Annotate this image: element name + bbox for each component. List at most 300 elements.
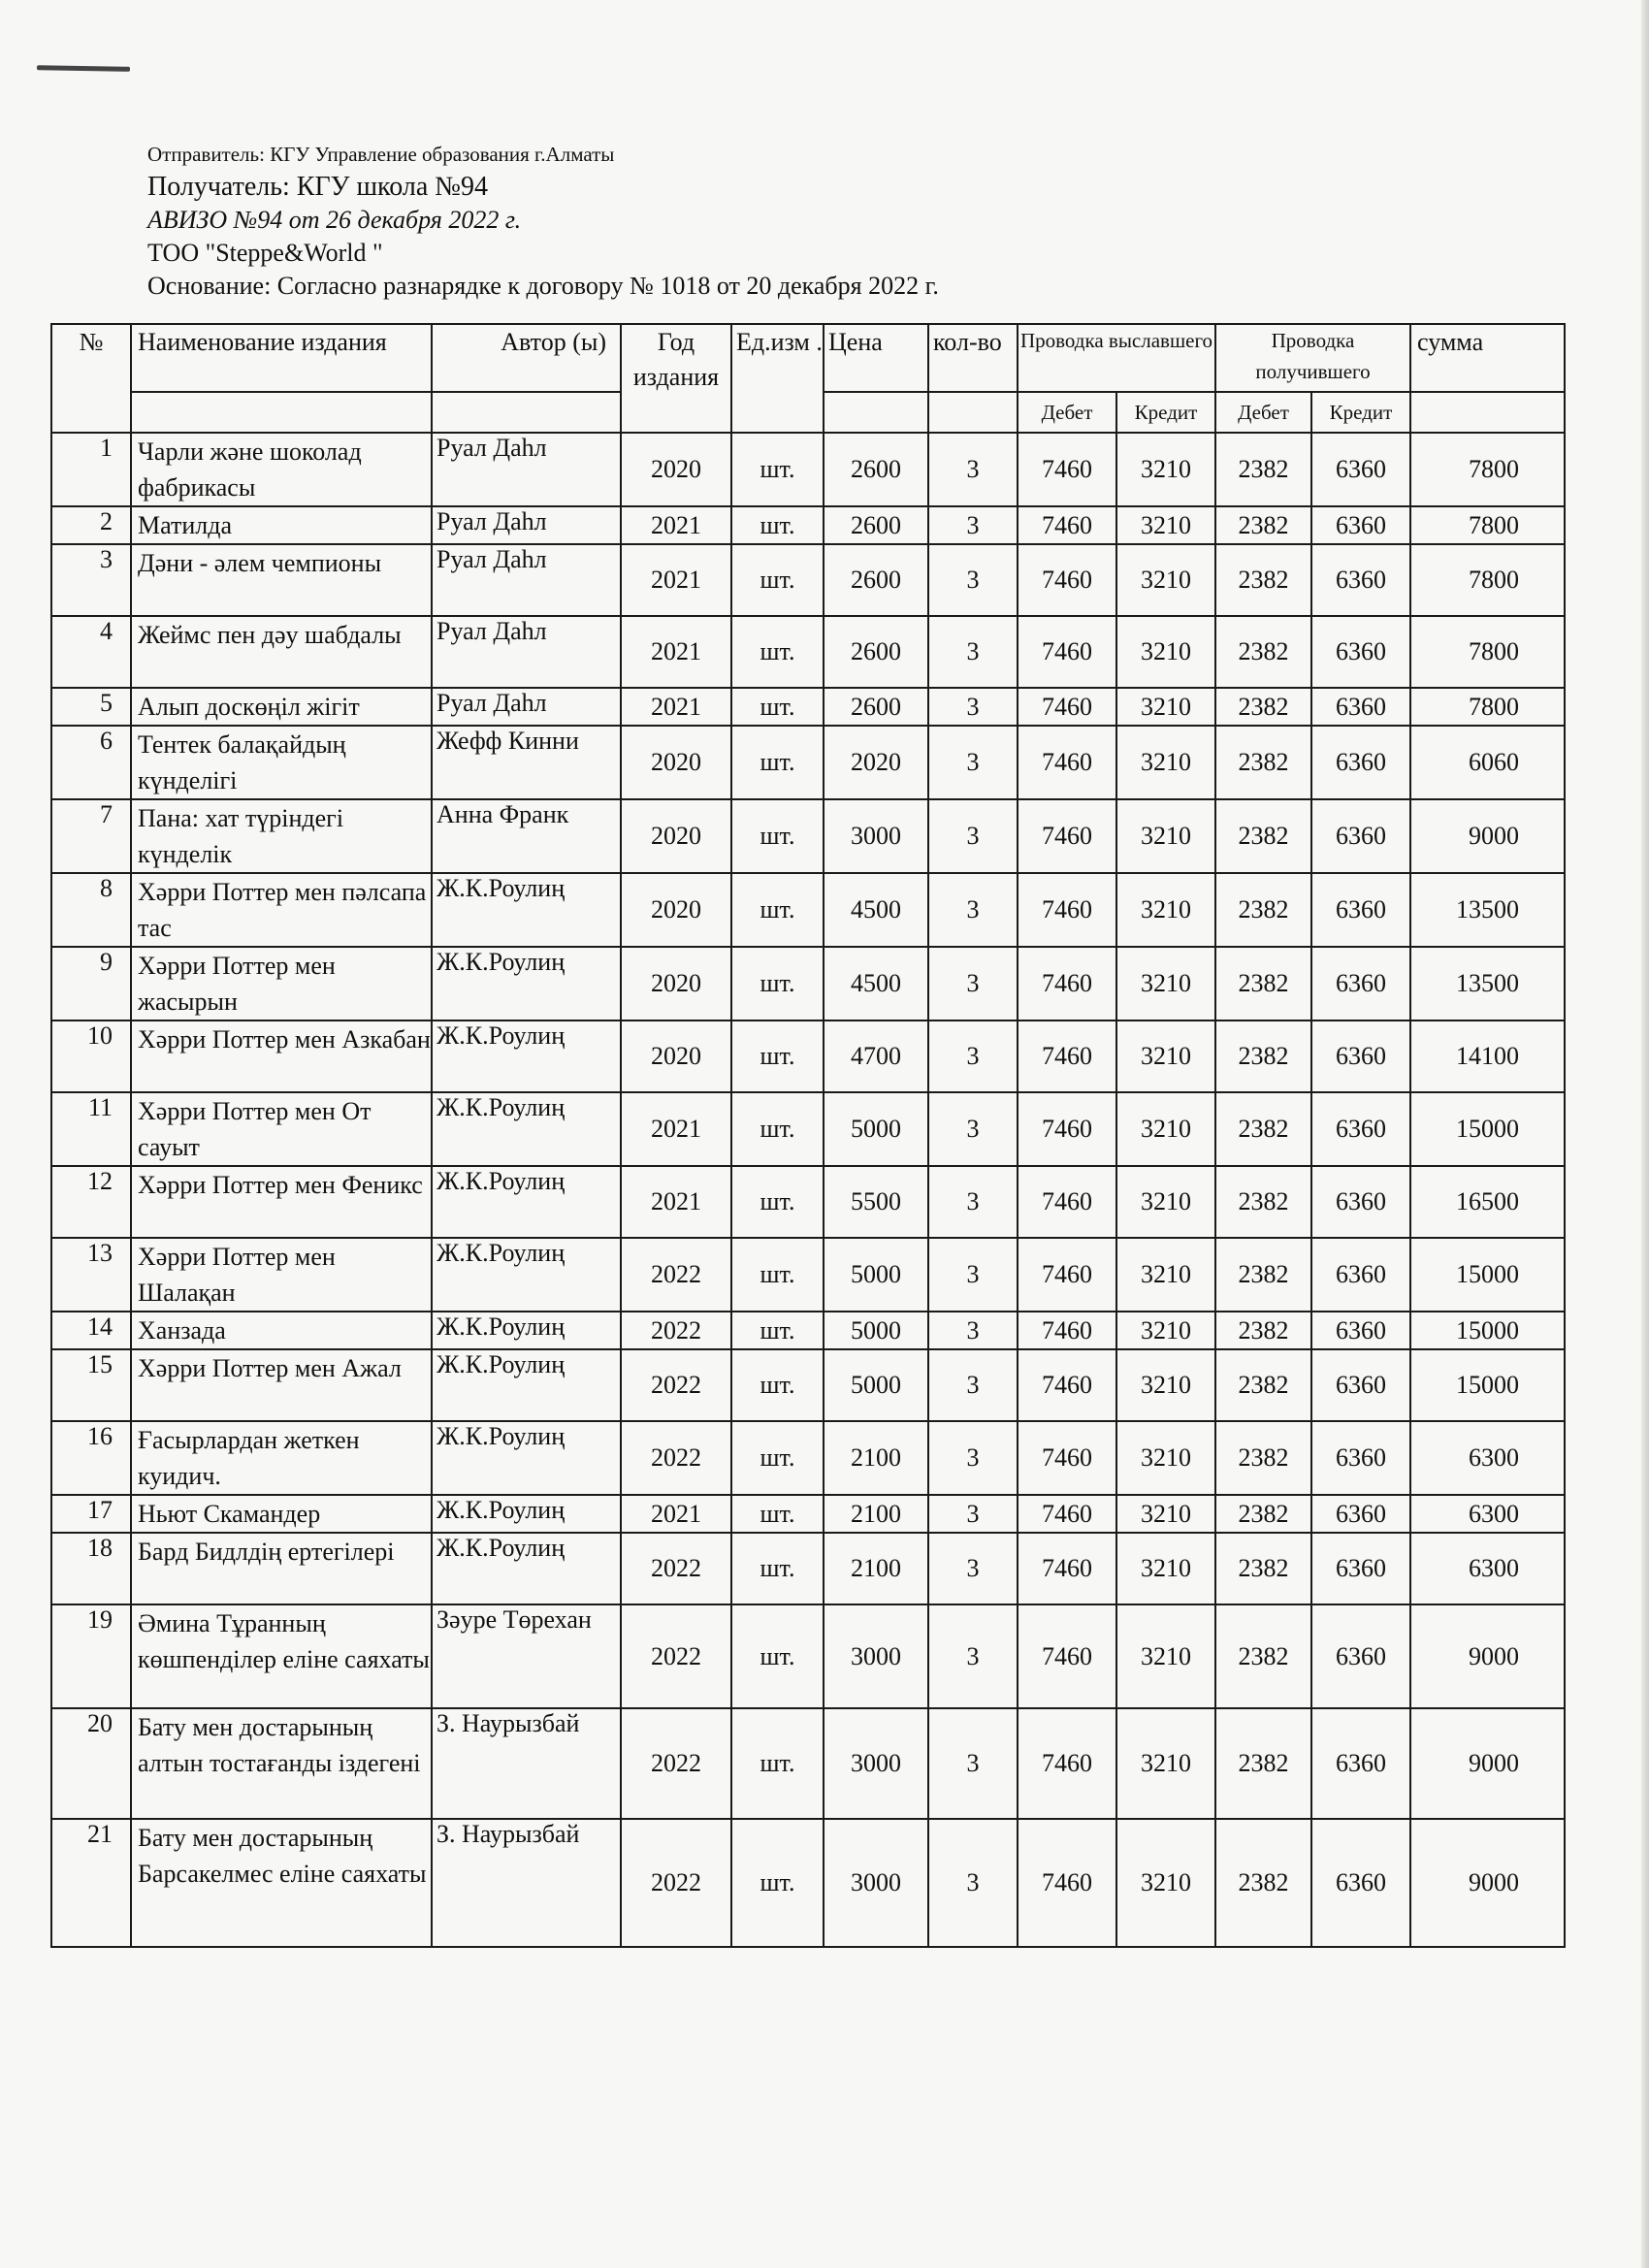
book-author-cell: Ж.К.Роулиң [432, 1421, 621, 1495]
receiver-debit-cell: 2382 [1215, 433, 1311, 506]
receiver-credit-cell: 6360 [1311, 1533, 1410, 1604]
quantity-cell: 3 [928, 799, 1018, 873]
books-table [50, 323, 1566, 1948]
amount-cell: 6300 [1410, 1421, 1565, 1495]
table-row [51, 1238, 1565, 1312]
book-title-cell: Ньют Скамандер [131, 1495, 432, 1533]
table-row [51, 947, 1565, 1021]
quantity-cell: 3 [928, 1238, 1018, 1312]
sender-credit-cell: 3210 [1116, 873, 1215, 947]
header-blank [824, 392, 928, 433]
receiver-debit-cell: 2382 [1215, 1819, 1311, 1947]
price-cell: 5000 [824, 1238, 928, 1312]
quantity-cell: 3 [928, 1312, 1018, 1349]
price-cell: 2100 [824, 1533, 928, 1604]
book-author-cell: Руал Даһл [432, 688, 621, 726]
row-number-cell: 19 [51, 1604, 131, 1708]
table-row [51, 1021, 1565, 1092]
receiver-credit-cell: 6360 [1311, 1238, 1410, 1312]
amount-cell: 15000 [1410, 1312, 1565, 1349]
row-number-cell: 12 [51, 1166, 131, 1238]
sender-credit-cell: 3210 [1116, 1166, 1215, 1238]
unit-cell: шт. [731, 1092, 824, 1166]
receiver-credit-cell: 6360 [1311, 1312, 1410, 1349]
unit-cell: шт. [731, 506, 824, 544]
basis-line: Основание: Согласно разнарядке к договору № 1018 от 20 декабря 2022 г. [147, 272, 939, 300]
sender-debit-cell: 7460 [1018, 1604, 1116, 1708]
table-row [51, 1166, 1565, 1238]
book-author-cell: Ж.К.Роулиң [432, 1495, 621, 1533]
book-title-cell: Хәрри Поттер мен Азкабан [131, 1021, 432, 1092]
book-title-cell: Ханзада [131, 1312, 432, 1349]
book-title-cell: Хәрри Поттер мен От сауыт [131, 1092, 432, 1166]
price-cell: 4700 [824, 1021, 928, 1092]
quantity-cell: 3 [928, 726, 1018, 799]
sender-debit-cell: 7460 [1018, 1421, 1116, 1495]
table-body [51, 433, 1565, 1947]
receiver-credit-cell: 6360 [1311, 506, 1410, 544]
sender-credit-cell: 3210 [1116, 1238, 1215, 1312]
book-title-cell: Тентек балақайдың күнделігі [131, 726, 432, 799]
receiver-credit-cell: 6360 [1311, 873, 1410, 947]
book-title-cell: Хәрри Поттер мен пәлсапа тас [131, 873, 432, 947]
receiver-debit-cell: 2382 [1215, 616, 1311, 688]
row-number-cell: 9 [51, 947, 131, 1021]
book-title-cell: Хәрри Поттер мен Ажал [131, 1349, 432, 1421]
table-row [51, 506, 1565, 544]
sender-credit-cell: 3210 [1116, 688, 1215, 726]
book-author-cell: Ж.К.Роулиң [432, 1092, 621, 1166]
unit-cell: шт. [731, 1604, 824, 1708]
receiver-debit-cell: 2382 [1215, 1421, 1311, 1495]
table-row [51, 688, 1565, 726]
price-cell: 2600 [824, 688, 928, 726]
table-row [51, 1092, 1565, 1166]
unit-cell: шт. [731, 616, 824, 688]
quantity-cell: 3 [928, 1495, 1018, 1533]
receiver-credit-cell: 6360 [1311, 688, 1410, 726]
row-number-cell: 11 [51, 1092, 131, 1166]
quantity-cell: 3 [928, 1166, 1018, 1238]
receiver-debit-cell: 2382 [1215, 873, 1311, 947]
col-author-header: Автор (ы) [432, 324, 621, 392]
sender-debit-cell: 7460 [1018, 1312, 1116, 1349]
publication-year-cell: 2021 [621, 544, 731, 616]
receiver-credit-cell: 6360 [1311, 1708, 1410, 1819]
receiver-debit-cell: 2382 [1215, 1708, 1311, 1819]
amount-cell: 13500 [1410, 873, 1565, 947]
book-title-cell: Дәни - әлем чемпионы [131, 544, 432, 616]
sender-credit-header: Кредит [1116, 392, 1215, 433]
receiver-debit-header: Дебет [1215, 392, 1311, 433]
receiver-debit-cell: 2382 [1215, 1495, 1311, 1533]
sender-debit-cell: 7460 [1018, 873, 1116, 947]
row-number-cell: 7 [51, 799, 131, 873]
col-unit-header: Ед.изм . [731, 324, 824, 433]
receiver-debit-cell: 2382 [1215, 506, 1311, 544]
book-author-cell: Ж.К.Роулиң [432, 1166, 621, 1238]
book-author-cell: Анна Франк [432, 799, 621, 873]
quantity-cell: 3 [928, 1604, 1018, 1708]
quantity-cell: 3 [928, 616, 1018, 688]
book-author-cell: З. Наурызбай [432, 1708, 621, 1819]
sender-debit-header: Дебет [1018, 392, 1116, 433]
table-row [51, 544, 1565, 616]
publication-year-cell: 2020 [621, 947, 731, 1021]
price-cell: 5000 [824, 1092, 928, 1166]
receiver-debit-cell: 2382 [1215, 1092, 1311, 1166]
price-cell: 4500 [824, 873, 928, 947]
sender-credit-cell: 3210 [1116, 506, 1215, 544]
receiver-debit-cell: 2382 [1215, 1166, 1311, 1238]
row-number-cell: 3 [51, 544, 131, 616]
sender-posting-header: Проводка выславшего [1018, 324, 1215, 392]
price-cell: 2600 [824, 616, 928, 688]
row-number-cell: 17 [51, 1495, 131, 1533]
sender-credit-cell: 3210 [1116, 1533, 1215, 1604]
unit-cell: шт. [731, 1166, 824, 1238]
unit-cell: шт. [731, 1533, 824, 1604]
row-number-cell: 20 [51, 1708, 131, 1819]
table-row [51, 873, 1565, 947]
publication-year-cell: 2022 [621, 1708, 731, 1819]
col-num-header: № [51, 324, 131, 433]
scan-edge [1641, 0, 1649, 2268]
document-header [147, 138, 939, 303]
amount-cell: 9000 [1410, 1708, 1565, 1819]
book-title-cell: Матилда [131, 506, 432, 544]
unit-cell: шт. [731, 947, 824, 1021]
book-title-cell: Ғасырлардан жеткен куидич. [131, 1421, 432, 1495]
table-row [51, 433, 1565, 506]
sender-credit-cell: 3210 [1116, 1819, 1215, 1947]
row-number-cell: 14 [51, 1312, 131, 1349]
receiver-posting-header: Проводка получившего [1215, 324, 1410, 392]
sender-debit-cell: 7460 [1018, 1166, 1116, 1238]
publication-year-cell: 2021 [621, 1495, 731, 1533]
sender-debit-cell: 7460 [1018, 799, 1116, 873]
quantity-cell: 3 [928, 1708, 1018, 1819]
book-title-cell: Пана: хат түріндегі күнделік [131, 799, 432, 873]
sender-debit-cell: 7460 [1018, 616, 1116, 688]
price-cell: 3000 [824, 1708, 928, 1819]
book-title-cell: Бату мен достарының Барсакелмес еліне саяхаты [131, 1819, 432, 1947]
price-cell: 4500 [824, 947, 928, 1021]
book-author-cell: Ж.К.Роулиң [432, 1533, 621, 1604]
receiver-credit-cell: 6360 [1311, 544, 1410, 616]
table-row [51, 1819, 1565, 1947]
unit-cell: шт. [731, 1021, 824, 1092]
row-number-cell: 10 [51, 1021, 131, 1092]
row-number-cell: 6 [51, 726, 131, 799]
quantity-cell: 3 [928, 947, 1018, 1021]
amount-cell: 9000 [1410, 799, 1565, 873]
unit-cell: шт. [731, 873, 824, 947]
row-number-cell: 5 [51, 688, 131, 726]
amount-cell: 15000 [1410, 1238, 1565, 1312]
sender-debit-cell: 7460 [1018, 1092, 1116, 1166]
receiver-credit-cell: 6360 [1311, 433, 1410, 506]
book-title-cell: Чарли және шоколад фабрикасы [131, 433, 432, 506]
amount-cell: 7800 [1410, 506, 1565, 544]
sender-credit-cell: 3210 [1116, 1021, 1215, 1092]
price-cell: 3000 [824, 1819, 928, 1947]
table-row [51, 799, 1565, 873]
sender-debit-cell: 7460 [1018, 1708, 1116, 1819]
sender-debit-cell: 7460 [1018, 1349, 1116, 1421]
row-number-cell: 15 [51, 1349, 131, 1421]
unit-cell: шт. [731, 433, 824, 506]
row-number-cell: 1 [51, 433, 131, 506]
receiver-credit-cell: 6360 [1311, 1604, 1410, 1708]
book-author-cell: Ж.К.Роулиң [432, 1238, 621, 1312]
receiver-debit-cell: 2382 [1215, 1604, 1311, 1708]
col-price-header: Цена [824, 324, 928, 392]
sender-credit-cell: 3210 [1116, 799, 1215, 873]
price-cell: 3000 [824, 1604, 928, 1708]
sender-debit-cell: 7460 [1018, 1819, 1116, 1947]
row-number-cell: 8 [51, 873, 131, 947]
table-row [51, 616, 1565, 688]
sender-line: Отправитель: КГУ Управление образования г.Алматы [147, 143, 615, 166]
quantity-cell: 3 [928, 688, 1018, 726]
price-cell: 2100 [824, 1421, 928, 1495]
receiver-credit-cell: 6360 [1311, 1349, 1410, 1421]
amount-cell: 7800 [1410, 433, 1565, 506]
amount-cell: 16500 [1410, 1166, 1565, 1238]
quantity-cell: 3 [928, 1021, 1018, 1092]
sender-credit-cell: 3210 [1116, 726, 1215, 799]
unit-cell: шт. [731, 1708, 824, 1819]
col-name-header: Наименование издания [131, 324, 432, 392]
table-row [51, 1708, 1565, 1819]
amount-cell: 14100 [1410, 1021, 1565, 1092]
receiver-credit-cell: 6360 [1311, 1166, 1410, 1238]
table-row [51, 1533, 1565, 1604]
table-row [51, 726, 1565, 799]
sender-credit-cell: 3210 [1116, 1708, 1215, 1819]
price-cell: 5000 [824, 1312, 928, 1349]
header-blank [928, 392, 1018, 433]
book-author-cell: Ж.К.Роулиң [432, 1312, 621, 1349]
receiver-credit-header: Кредит [1311, 392, 1410, 433]
price-cell: 2600 [824, 506, 928, 544]
book-author-cell: Ж.К.Роулиң [432, 873, 621, 947]
unit-cell: шт. [731, 1819, 824, 1947]
amount-cell: 7800 [1410, 688, 1565, 726]
receiver-credit-cell: 6360 [1311, 947, 1410, 1021]
receiver-debit-cell: 2382 [1215, 1533, 1311, 1604]
table-header [51, 324, 1565, 433]
publication-year-cell: 2022 [621, 1533, 731, 1604]
row-number-cell: 21 [51, 1819, 131, 1947]
table-row [51, 1312, 1565, 1349]
amount-cell: 6300 [1410, 1495, 1565, 1533]
row-number-cell: 2 [51, 506, 131, 544]
book-author-cell: З. Наурызбай [432, 1819, 621, 1947]
book-title-cell: Хәрри Поттер мен жасырын [131, 947, 432, 1021]
receiver-debit-cell: 2382 [1215, 1021, 1311, 1092]
sender-credit-cell: 3210 [1116, 544, 1215, 616]
row-number-cell: 16 [51, 1421, 131, 1495]
publication-year-cell: 2022 [621, 1604, 731, 1708]
publication-year-cell: 2022 [621, 1312, 731, 1349]
unit-cell: шт. [731, 1312, 824, 1349]
aviso-line: АВИЗО №94 от 26 декабря 2022 г. [147, 206, 522, 234]
receiver-credit-cell: 6360 [1311, 1021, 1410, 1092]
table-row [51, 1604, 1565, 1708]
unit-cell: шт. [731, 726, 824, 799]
price-cell: 3000 [824, 799, 928, 873]
price-cell: 2600 [824, 544, 928, 616]
table-row [51, 1495, 1565, 1533]
book-author-cell: Зәуре Төрехан [432, 1604, 621, 1708]
col-qty-header: кол-во [928, 324, 1018, 392]
book-title-cell: Жеймс пен дәу шабдалы [131, 616, 432, 688]
publication-year-cell: 2020 [621, 799, 731, 873]
receiver-credit-cell: 6360 [1311, 1819, 1410, 1947]
sender-debit-cell: 7460 [1018, 688, 1116, 726]
price-cell: 5000 [824, 1349, 928, 1421]
sender-debit-cell: 7460 [1018, 506, 1116, 544]
unit-cell: шт. [731, 1238, 824, 1312]
publication-year-cell: 2021 [621, 1092, 731, 1166]
publication-year-cell: 2022 [621, 1421, 731, 1495]
organization-line: ТОО "Steppe&World " [147, 239, 383, 267]
receiver-credit-cell: 6360 [1311, 616, 1410, 688]
col-year-header: Год издания [621, 324, 731, 433]
book-author-cell: Ж.К.Роулиң [432, 1349, 621, 1421]
sender-credit-cell: 3210 [1116, 1421, 1215, 1495]
amount-cell: 6060 [1410, 726, 1565, 799]
amount-cell: 15000 [1410, 1092, 1565, 1166]
sender-debit-cell: 7460 [1018, 726, 1116, 799]
sender-credit-cell: 3210 [1116, 1495, 1215, 1533]
sender-credit-cell: 3210 [1116, 1604, 1215, 1708]
unit-cell: шт. [731, 799, 824, 873]
publication-year-cell: 2020 [621, 1021, 731, 1092]
col-sum-header: сумма [1410, 324, 1565, 392]
receiver-debit-cell: 2382 [1215, 1238, 1311, 1312]
book-author-cell: Жефф Кинни [432, 726, 621, 799]
price-cell: 2100 [824, 1495, 928, 1533]
sender-credit-cell: 3210 [1116, 1312, 1215, 1349]
publication-year-cell: 2022 [621, 1349, 731, 1421]
publication-year-cell: 2021 [621, 506, 731, 544]
book-author-cell: Ж.К.Роулиң [432, 947, 621, 1021]
receiver-credit-cell: 6360 [1311, 1495, 1410, 1533]
header-blank [432, 392, 621, 433]
sender-debit-cell: 7460 [1018, 1533, 1116, 1604]
sender-debit-cell: 7460 [1018, 544, 1116, 616]
quantity-cell: 3 [928, 506, 1018, 544]
receiver-debit-cell: 2382 [1215, 1349, 1311, 1421]
quantity-cell: 3 [928, 1533, 1018, 1604]
price-cell: 2600 [824, 433, 928, 506]
quantity-cell: 3 [928, 1349, 1018, 1421]
book-title-cell: Хәрри Поттер мен Феникс [131, 1166, 432, 1238]
book-title-cell: Хәрри Поттер мен Шалақан [131, 1238, 432, 1312]
unit-cell: шт. [731, 1349, 824, 1421]
book-author-cell: Руал Даһл [432, 506, 621, 544]
price-cell: 5500 [824, 1166, 928, 1238]
sender-credit-cell: 3210 [1116, 947, 1215, 1021]
amount-cell: 9000 [1410, 1604, 1565, 1708]
receiver-credit-cell: 6360 [1311, 1092, 1410, 1166]
quantity-cell: 3 [928, 1819, 1018, 1947]
row-number-cell: 4 [51, 616, 131, 688]
sender-debit-cell: 7460 [1018, 947, 1116, 1021]
quantity-cell: 3 [928, 1421, 1018, 1495]
publication-year-cell: 2021 [621, 1166, 731, 1238]
table-row [51, 1349, 1565, 1421]
sender-debit-cell: 7460 [1018, 433, 1116, 506]
quantity-cell: 3 [928, 544, 1018, 616]
quantity-cell: 3 [928, 433, 1018, 506]
receiver-credit-cell: 6360 [1311, 726, 1410, 799]
recipient-line: Получатель: КГУ школа №94 [147, 172, 488, 202]
price-cell: 2020 [824, 726, 928, 799]
book-title-cell: Алып доскөңіл жігіт [131, 688, 432, 726]
book-author-cell: Ж.К.Роулиң [432, 1021, 621, 1092]
publication-year-cell: 2022 [621, 1238, 731, 1312]
header-blank [1410, 392, 1565, 433]
book-title-cell: Бату мен достарының алтын тостағанды іздегені [131, 1708, 432, 1819]
publication-year-cell: 2020 [621, 726, 731, 799]
sender-debit-cell: 7460 [1018, 1238, 1116, 1312]
receiver-debit-cell: 2382 [1215, 947, 1311, 1021]
sender-credit-cell: 3210 [1116, 433, 1215, 506]
book-title-cell: Әмина Тұранның көшпенділер еліне саяхаты [131, 1604, 432, 1708]
receiver-debit-cell: 2382 [1215, 1312, 1311, 1349]
book-author-cell: Руал Даһл [432, 616, 621, 688]
amount-cell: 7800 [1410, 616, 1565, 688]
quantity-cell: 3 [928, 1092, 1018, 1166]
receiver-debit-cell: 2382 [1215, 799, 1311, 873]
receiver-debit-cell: 2382 [1215, 726, 1311, 799]
amount-cell: 7800 [1410, 544, 1565, 616]
receiver-debit-cell: 2382 [1215, 544, 1311, 616]
unit-cell: шт. [731, 544, 824, 616]
amount-cell: 15000 [1410, 1349, 1565, 1421]
amount-cell: 6300 [1410, 1533, 1565, 1604]
publication-year-cell: 2021 [621, 688, 731, 726]
sender-debit-cell: 7460 [1018, 1021, 1116, 1092]
sender-debit-cell: 7460 [1018, 1495, 1116, 1533]
publication-year-cell: 2021 [621, 616, 731, 688]
receiver-debit-cell: 2382 [1215, 688, 1311, 726]
publication-year-cell: 2020 [621, 433, 731, 506]
receiver-credit-cell: 6360 [1311, 1421, 1410, 1495]
header-blank [131, 392, 432, 433]
sender-credit-cell: 3210 [1116, 1349, 1215, 1421]
publication-year-cell: 2020 [621, 873, 731, 947]
unit-cell: шт. [731, 1495, 824, 1533]
book-author-cell: Руал Даһл [432, 544, 621, 616]
publication-year-cell: 2022 [621, 1819, 731, 1947]
book-author-cell: Руал Даһл [432, 433, 621, 506]
book-title-cell: Бард Бидлдің ертегілері [131, 1533, 432, 1604]
table-row [51, 1421, 1565, 1495]
receiver-credit-cell: 6360 [1311, 799, 1410, 873]
amount-cell: 13500 [1410, 947, 1565, 1021]
sender-credit-cell: 3210 [1116, 1092, 1215, 1166]
quantity-cell: 3 [928, 873, 1018, 947]
row-number-cell: 13 [51, 1238, 131, 1312]
amount-cell: 9000 [1410, 1819, 1565, 1947]
unit-cell: шт. [731, 1421, 824, 1495]
sender-credit-cell: 3210 [1116, 616, 1215, 688]
